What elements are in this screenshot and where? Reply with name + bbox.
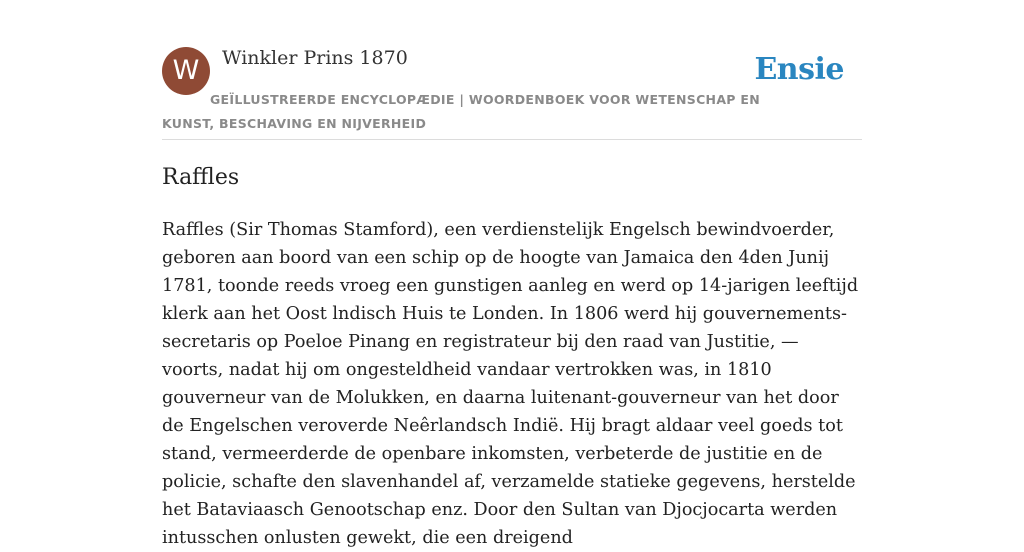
source-title-link[interactable]: Winkler Prins 1870 [222, 47, 408, 69]
source-subtitle: GEÏLLUSTREERDE ENCYCLOPÆDIE | WOORDENBOEK VOOR WETENSCHAP EN KUNST, BESCHAVING EN NIJVERHEID [162, 92, 760, 131]
ensie-logo[interactable]: Ensie [754, 52, 844, 87]
article-body: Raffles (Sir Thomas Stamford), een verdienstelijk Engelsch bewindvoerder, geboren aan boord van een schip op de hoogte van Jamaica den 4den Junij 1781, toonde reeds vroeg een gunstigen aanleg en werd op 14-jarigen leeftijd klerk aan het Oost lndisch Huis te Londen. In 1806 werd hij gouvernements-secretaris op Poeloe Pinang en registrateur bij den raad van Justitie, — voorts, nadat hij om ongesteldheid vandaar vertrokken was, in 1810 gouverneur van de Molukken, en daarna luitenant-gouverneur van het door de Engelschen veroverde Neêrlandsch Indië. Hij bragt aldaar veel goeds tot stand, vermeerderde de openbare inkomsten, verbeterde de justitie en de policie, schafte den slavenhandel af, verzamelde statieke gegevens, herstelde het Bataviaasch Genootschap enz. Door den Sultan van Djocjocarta werden intusschen onlusten gewekt, die een dreigend [162, 220, 859, 548]
article-title: Raffles [162, 165, 240, 190]
source-avatar[interactable]: W [162, 47, 210, 95]
source-header [162, 46, 862, 140]
